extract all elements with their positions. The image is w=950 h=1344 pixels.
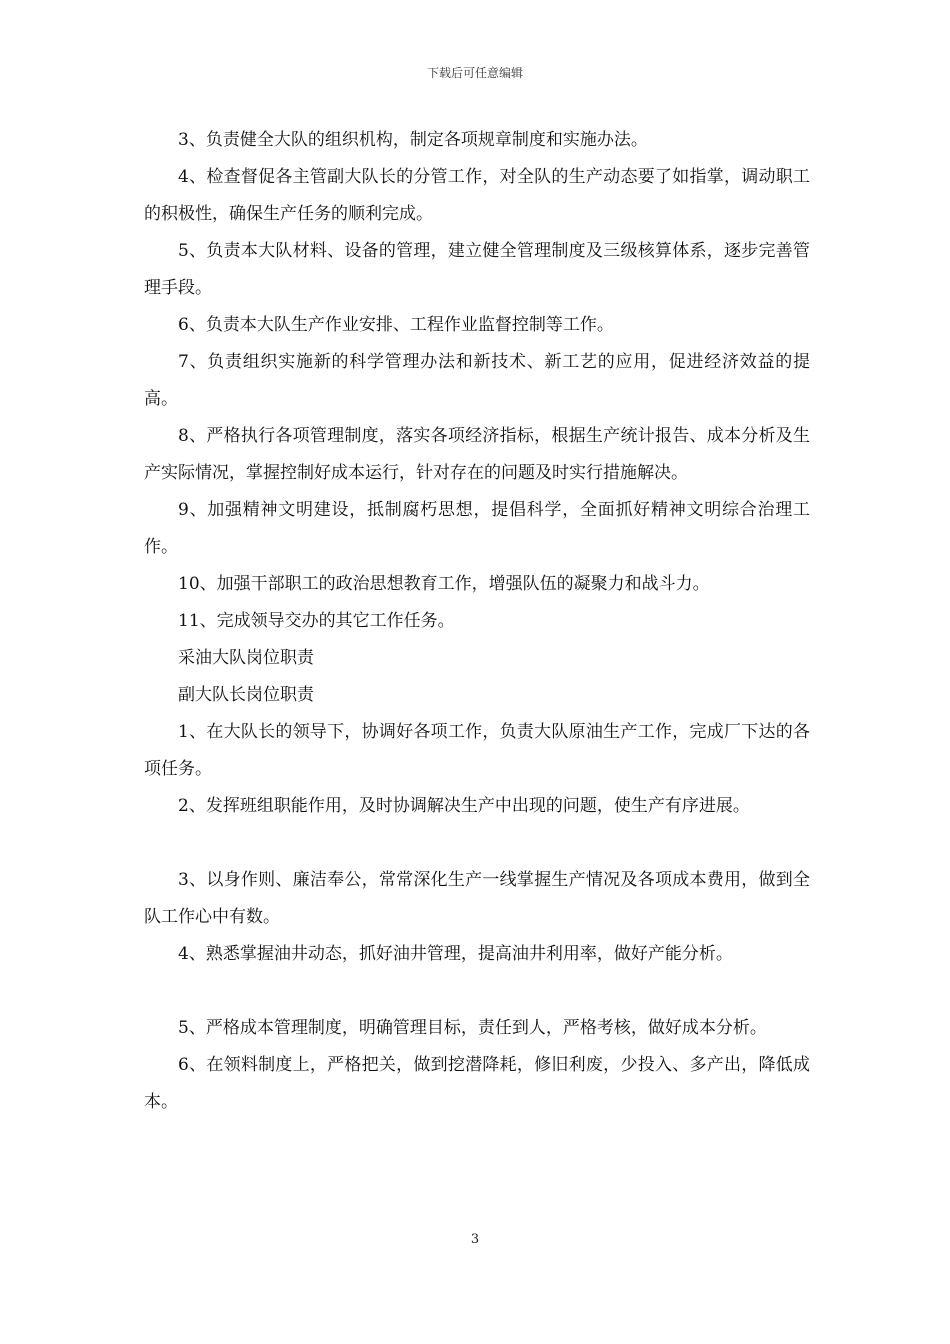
deputy-item-2: 2、发挥班组职能作用，及时协调解决生产中出现的问题，使生产有序进展。 bbox=[178, 796, 750, 816]
deputy-item-5: 5、严格成本管理制度，明确管理目标，责任到人，严格考核，做好成本分析。 bbox=[178, 1018, 767, 1038]
deputy-item-1: 1、在大队长的领导下，协调好各项工作，负责大队原油生产工作，完成厂下达的各项任务。 bbox=[144, 722, 810, 779]
deputy-item-4: 4、熟悉掌握油井动态，抓好油井管理，提高油井利用率，做好产能分析。 bbox=[178, 944, 733, 964]
paragraph-item-5: 5、负责本大队材料、设备的管理，建立健全管理制度及三级核算体系，逐步完善管理手段。 bbox=[144, 241, 810, 298]
paragraph-item-4: 4、检查督促各主管副大队长的分管工作，对全队的生产动态要了如指掌，调动职工的积极性，确保生产任务的顺利完成。 bbox=[144, 167, 810, 224]
blank-line bbox=[144, 973, 810, 1010]
deputy-item-3: 3、以身作则、廉洁奉公，常常深化生产一线掌握生产情况及各项成本费用，做到全队工作心中有数。 bbox=[144, 870, 810, 927]
deputy-item-6: 6、在领料制度上，严格把关，做到挖潜降耗，修旧利废，少投入、多产出，降低成本。 bbox=[144, 1055, 810, 1112]
section-heading-deputy: 副大队长岗位职责 bbox=[178, 685, 314, 705]
page-header: 下载后可任意编辑 bbox=[426, 66, 523, 80]
page-number: 3 bbox=[470, 1232, 480, 1247]
paragraph-item-11: 11、完成领导交办的其它工作任务。 bbox=[178, 611, 455, 631]
paragraph-item-7: 7、负责组织实施新的科学管理办法和新技术、新工艺的应用，促进经济效益的提高。 bbox=[144, 352, 810, 409]
paragraph-item-9: 9、加强精神文明建设，抵制腐朽思想，提倡科学，全面抓好精神文明综合治理工作。 bbox=[144, 500, 810, 557]
paragraph-item-3: 3、负责健全大队的组织机构，制定各项规章制度和实施办法。 bbox=[178, 130, 648, 150]
document-body bbox=[144, 122, 810, 1121]
paragraph-item-10: 10、加强干部职工的政治思想教育工作，增强队伍的凝聚力和战斗力。 bbox=[178, 574, 710, 594]
blank-line bbox=[144, 825, 810, 862]
paragraph-item-8: 8、严格执行各项管理制度，落实各项经济指标，根据生产统计报告、成本分析及生产实际情况，掌握控制好成本运行，针对存在的问题及时实行措施解决。 bbox=[144, 426, 810, 483]
section-heading-brigade: 采油大队岗位职责 bbox=[178, 648, 314, 668]
paragraph-item-6: 6、负责本大队生产作业安排、工程作业监督控制等工作。 bbox=[178, 315, 614, 335]
